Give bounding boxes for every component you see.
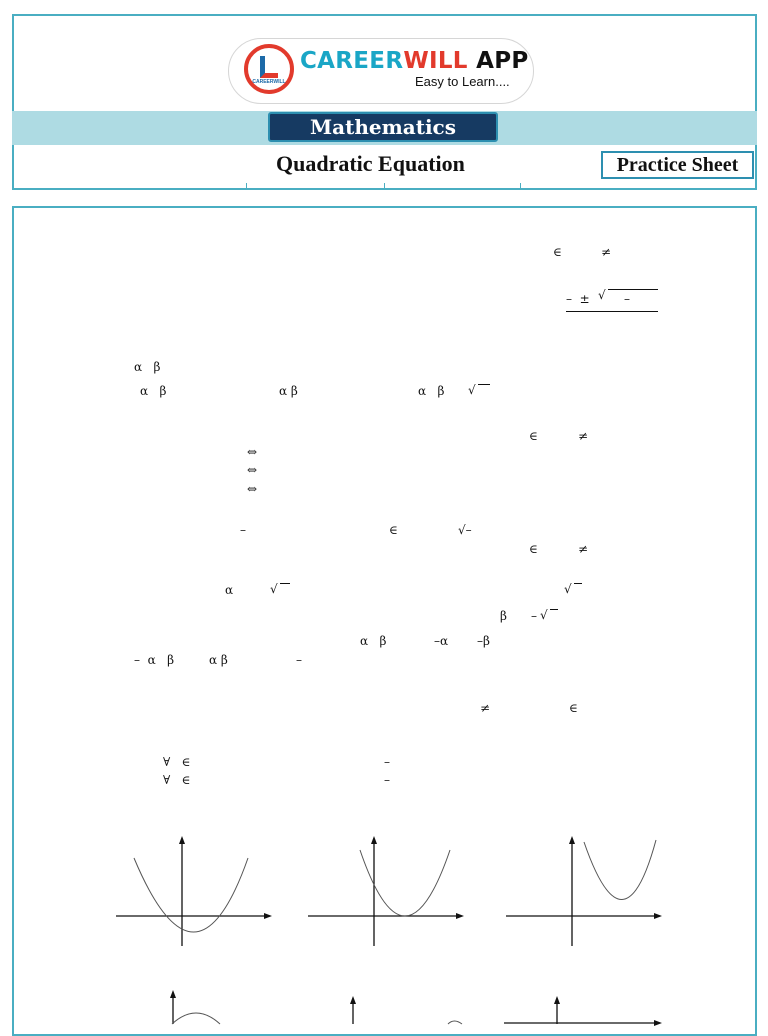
parabola-curve: [172, 1013, 220, 1024]
math-symbol: ⇔: [247, 445, 258, 459]
y-axis-arrow: [371, 836, 377, 844]
brand-career: CAREER: [300, 48, 404, 74]
brand-name: [300, 48, 529, 74]
math-symbol: ∈: [569, 701, 578, 715]
y-axis-arrow: [170, 990, 176, 998]
math-symbol: –β: [477, 634, 490, 648]
fraction-bar: [566, 311, 658, 312]
math-symbol: –: [296, 653, 302, 667]
math-symbol: α β: [134, 360, 161, 374]
math-symbol: α β: [279, 384, 298, 398]
math-symbol: ∀ ∈: [163, 773, 191, 787]
brand-app: APP: [467, 48, 529, 74]
parabola-graph-6: [504, 994, 664, 1024]
math-symbol: √: [468, 383, 476, 397]
math-symbol: –: [384, 755, 390, 769]
root-overline: [478, 384, 490, 385]
math-symbol: –: [240, 523, 246, 537]
math-symbol: ⇔: [247, 482, 258, 496]
x-axis-arrow: [264, 913, 272, 919]
tagline: Easy to Learn....: [415, 74, 510, 89]
math-symbol: ≠: [578, 542, 589, 556]
math-symbol: –: [624, 292, 630, 306]
topic-title: Quadratic Equation: [276, 151, 465, 176]
math-symbol: √: [564, 582, 572, 596]
math-symbol: α β: [418, 384, 445, 398]
math-symbol: ≠: [480, 701, 491, 715]
header-tick: [520, 183, 521, 190]
x-axis-arrow: [654, 913, 662, 919]
parabola-curve: [134, 858, 248, 932]
math-symbol: ∈: [389, 523, 398, 537]
math-symbol: ∈: [553, 245, 562, 259]
careerwill-logo-icon: [244, 44, 294, 94]
y-axis-arrow: [350, 996, 356, 1004]
math-symbol: √: [598, 288, 606, 302]
math-symbol: –: [531, 609, 537, 623]
parabola-curve: [584, 840, 656, 900]
header-tick: [384, 183, 385, 190]
logo-badge-text: CAREERWILL: [252, 79, 286, 85]
root-overline: [608, 289, 658, 290]
root-overline: [550, 609, 558, 610]
math-symbol: – α β: [134, 653, 175, 667]
math-symbol: ∈: [529, 542, 538, 556]
math-symbol: ∈: [529, 429, 538, 443]
parabola-graph-3: [506, 836, 662, 948]
math-symbol: ≠: [601, 245, 612, 259]
y-axis-arrow: [569, 836, 575, 844]
math-symbol: α: [225, 583, 234, 597]
x-axis-arrow: [456, 913, 464, 919]
math-symbol: α β: [140, 384, 167, 398]
parabola-graph-5: [330, 994, 470, 1024]
brand-will: WILL: [403, 48, 468, 74]
parabola-graph-1: [116, 836, 272, 948]
y-axis-arrow: [554, 996, 560, 1004]
math-symbol: α β: [209, 653, 228, 667]
math-symbol: ⇔: [247, 463, 258, 477]
practice-sheet-badge: Practice Sheet: [601, 151, 754, 179]
math-symbol: –: [384, 773, 390, 787]
math-symbol: √–: [458, 523, 472, 537]
math-symbol: √: [270, 582, 278, 596]
parabola-graph-2: [308, 836, 464, 948]
math-symbol: α β: [360, 634, 387, 648]
math-symbol: – ±: [566, 292, 590, 306]
math-symbol: ∀ ∈: [163, 755, 191, 769]
y-axis-arrow: [179, 836, 185, 844]
header-tick: [246, 183, 247, 190]
math-symbol: √: [540, 608, 548, 622]
parabola-graph-4: [120, 988, 260, 1024]
subject-title: Mathematics: [268, 112, 498, 142]
root-overline: [574, 583, 582, 584]
math-symbol: –α: [434, 634, 449, 648]
math-symbol: ≠: [578, 429, 589, 443]
root-overline: [280, 583, 290, 584]
math-symbol: β: [500, 609, 507, 623]
logo-mark: [260, 56, 278, 78]
